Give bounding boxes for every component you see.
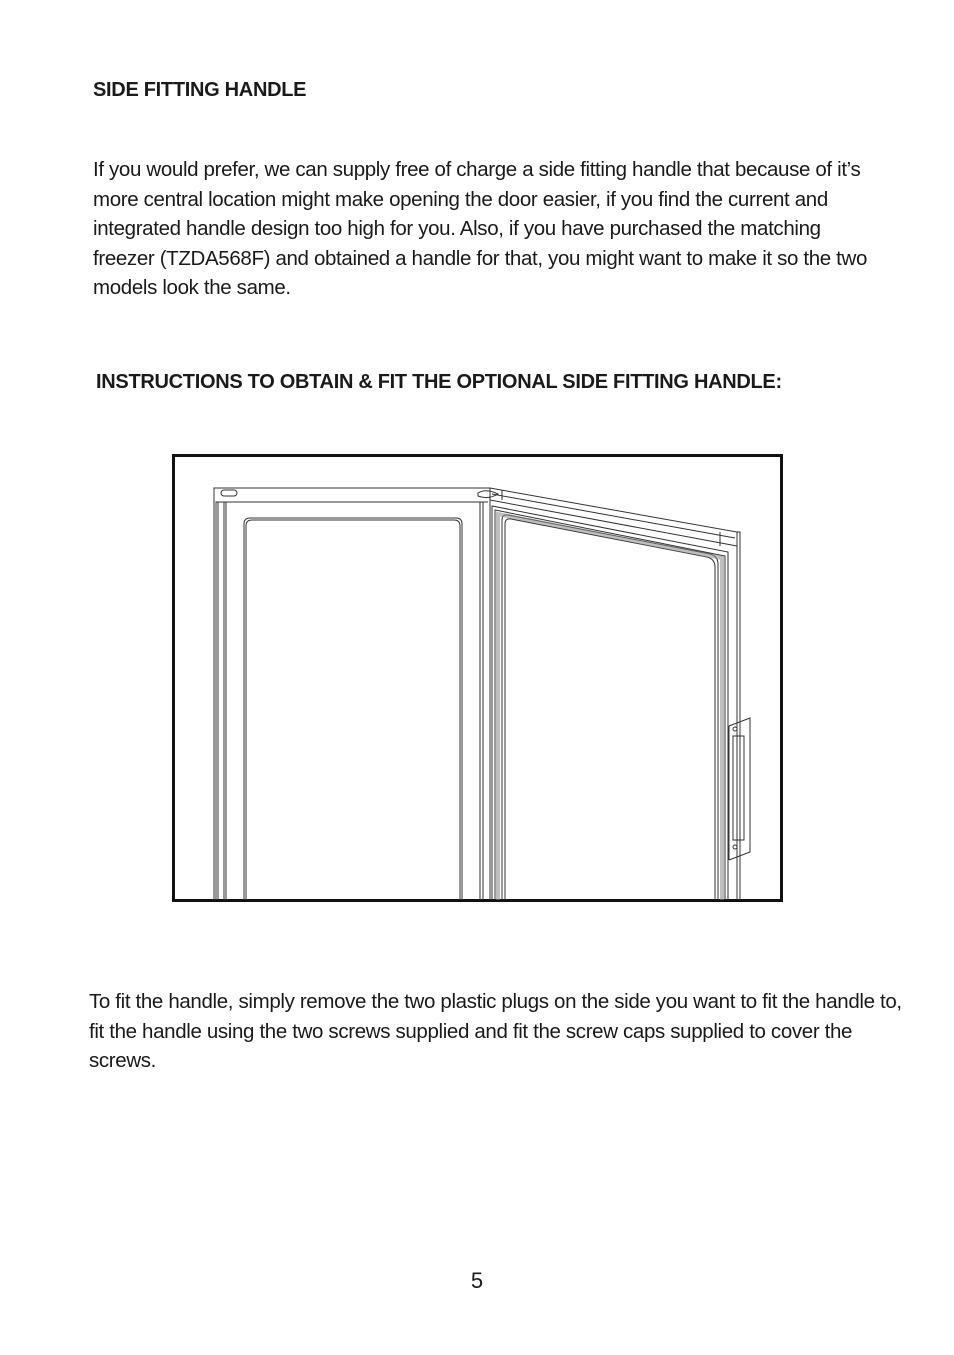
- page-number: 5: [470, 1268, 484, 1293]
- intro-paragraph: If you would prefer, we can supply free of charge a side fitting handle that because of it’s more central location might make opening the door easier, if you find the current and integrated handle design too high for you. Also, if you have purchased the matching freezer (TZDA568F) and obtained a handle for that, you might want to make it so the two models look the same.: [93, 158, 868, 299]
- fitting-paragraph: To fit the handle, simply remove the two plastic plugs on the side you want to fit the handle to, fit the handle using the two screws supplied and fit the screw caps supplied to cover the screws.: [89, 990, 902, 1072]
- open-fridge-door-with-side-handle-icon: [172, 454, 783, 902]
- instructions-title: INSTRUCTIONS TO OBTAIN & FIT THE OPTIONAL SIDE FITTING HANDLE:: [96, 371, 782, 393]
- section-title: SIDE FITTING HANDLE: [93, 79, 307, 101]
- handle-illustration-figure: [172, 454, 783, 902]
